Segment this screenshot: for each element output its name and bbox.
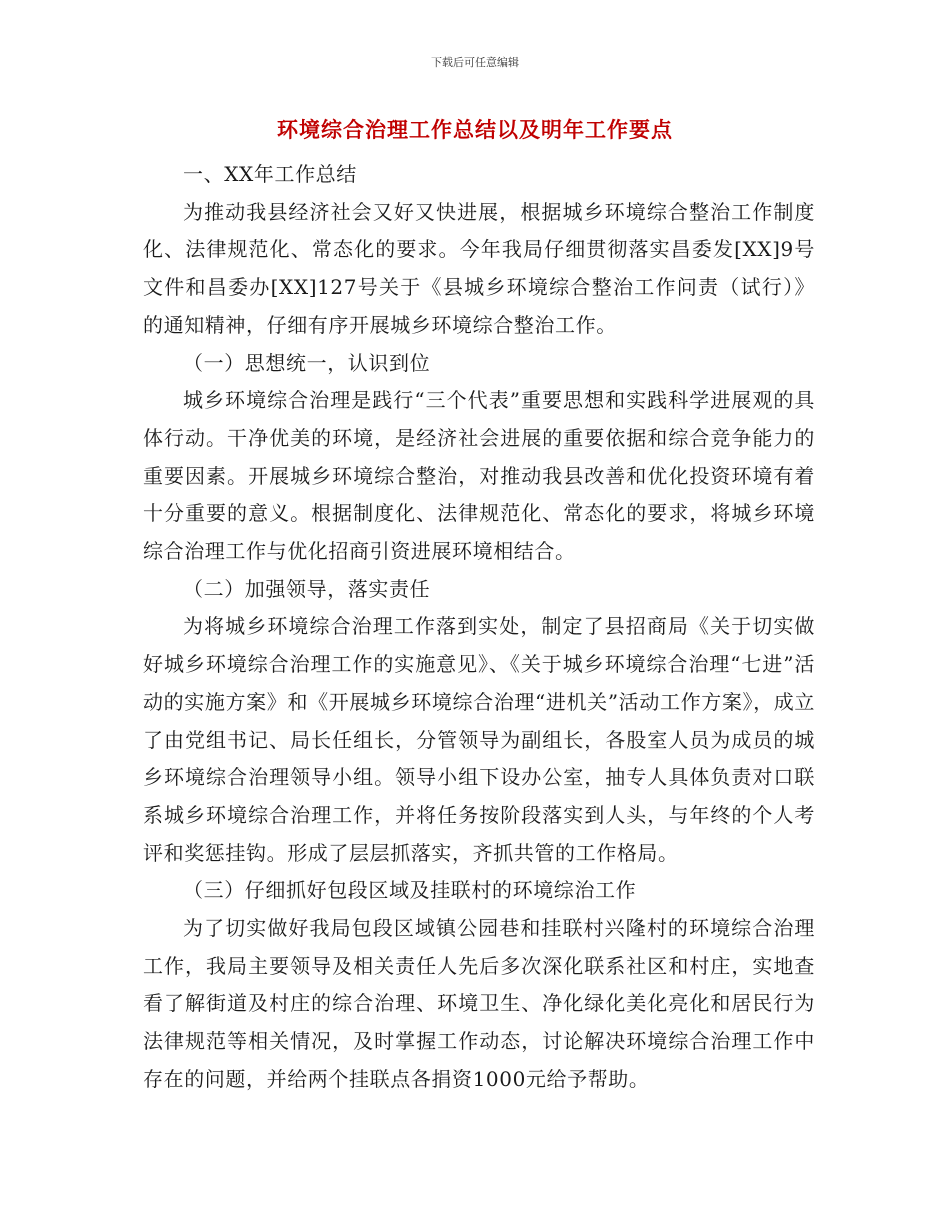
document-body xyxy=(143,156,815,1099)
paragraph-subsection-2: 为将城乡环境综合治理工作落到实处，制定了县招商局《关于切实做好城乡环境综合治理工作的实施意见》、《关于城乡环境综合治理“七进”活动的实施方案》和《开展城乡环境综合治理“进机关”活动工作方案》，成立了由党组书记、局长任组长，分管领导为副组长，各股室人员为成员的城乡环境综合治理领导小组。领导小组下设办公室，抽专人具体负责对口联系城乡环境综合治理工作，并将任务按阶段落实到人头，与年终的个人考评和奖惩挂钩。形成了层层抓落实，齐抓共管的工作格局。 xyxy=(143,614,815,865)
subsection-heading-1: （一）思想统一，认识到位 xyxy=(183,350,431,375)
paragraph-subsection-3: 为了切实做好我局包段区域镇公园巷和挂联村兴隆村的环境综合治理工作，我局主要领导及相关责任人先后多次深化联系社区和村庄，实地查看了解街道及村庄的综合治理、环境卫生、净化绿化美化亮化和居民行为法律规范等相关情况，及时掌握工作动态，讨论解决环境综合治理工作中存在的问题，并给两个挂联点各捐资1000元给予帮助。 xyxy=(143,916,815,1091)
document-title: 环境综合治理工作总结以及明年工作要点 xyxy=(277,118,673,142)
section-heading-summary: 一、XX年工作总结 xyxy=(183,162,357,186)
subsection-heading-2: （二）加强领导，落实责任 xyxy=(183,576,431,601)
subsection-heading-3: （三）仔细抓好包段区域及挂联村的环境综治工作 xyxy=(183,878,637,903)
header-note: 下载后可任意编辑 xyxy=(431,56,519,69)
paragraph-subsection-1: 城乡环境综合治理是践行“三个代表”重要思想和实践科学进展观的具体行动。干净优美的环境，是经济社会进展的重要依据和综合竞争能力的重要因素。开展城乡环境综合整治，对推动我县改善和优化投资环境有着十分重要的意义。根据制度化、法律规范化、常态化的要求，将城乡环境综合治理工作与优化招商引资进展环境相结合。 xyxy=(143,388,815,564)
paragraph-intro: 为推动我县经济社会又好又快进展，根据城乡环境综合整治工作制度化、法律规范化、常态化的要求。今年我局仔细贯彻落实昌委发[XX]9号文件和昌委办[XX]127号关于《县城乡环境综合整治工作问责（试行）》的通知精神，仔细有序开展城乡环境综合整治工作。 xyxy=(143,199,815,337)
